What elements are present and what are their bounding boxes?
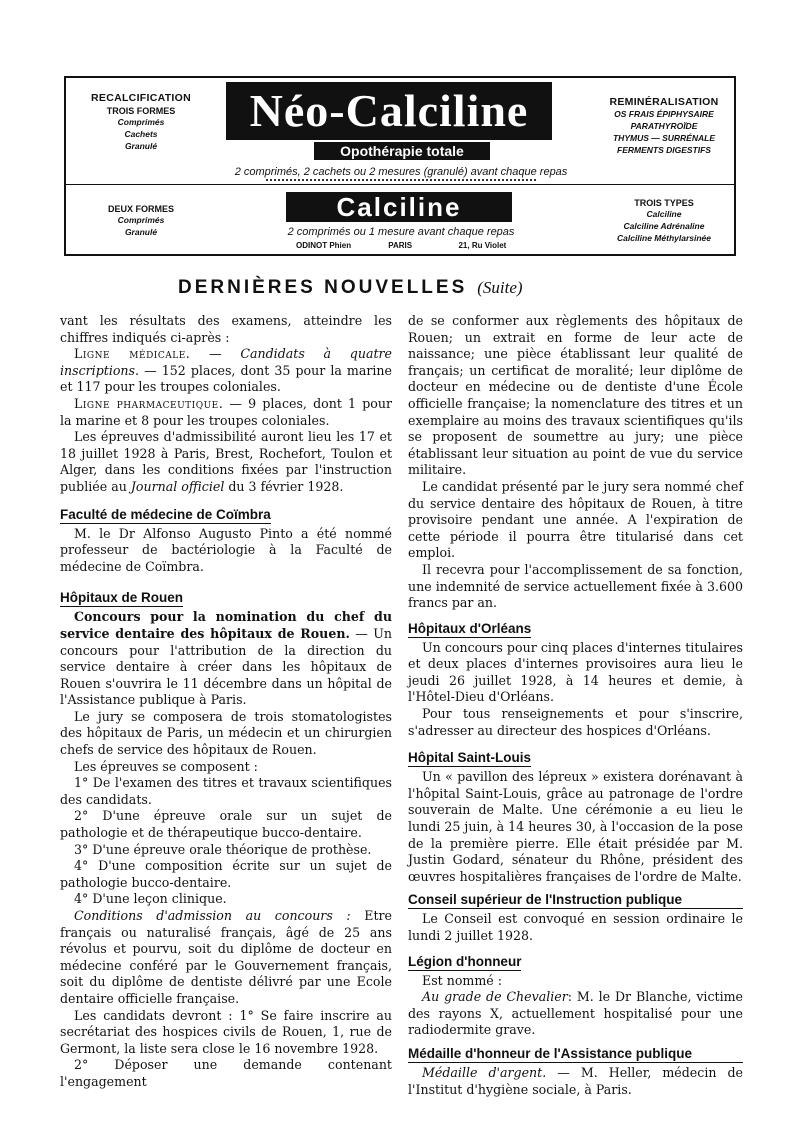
ad-address-part: ODINOT Phien	[296, 241, 352, 250]
heading-legion: Légion d'honneur	[408, 953, 522, 969]
paragraph	[408, 1065, 743, 1098]
paragraph: Les candidats devront : 1° Se faire inscrire au secrétariat des hospices civils de Rouen, 1, rue de Germont, la liste sera close le 16 novembre 1928.	[60, 1007, 392, 1056]
ad-item: Comprimés	[117, 117, 165, 127]
paragraph: vant les résultats des examens, atteindre les chiffres indiqués ci-après :	[60, 313, 392, 345]
ad-item: Calciline	[646, 209, 682, 219]
label: Ligne médicale.	[74, 346, 191, 362]
italic-text: Journal officiel	[130, 478, 225, 494]
text: — M. Heller, médecin de l'Institut d'hygiène sociale, à Paris.	[408, 1064, 743, 1097]
ad-item: Granulé	[124, 227, 158, 237]
ad-heading: RECALCIFICATION	[91, 92, 191, 104]
paragraph	[60, 346, 392, 396]
text: Les épreuves d'admissibilité auront lieu les 17 et 18 juillet 1928 à Paris, Brest, Rochefort, Toulon et Alger, dans les conditions fixées par l'instruction publiée au	[60, 429, 392, 494]
paragraph: Le jury se composera de trois stomatologistes des hôpitaux de Paris, un médecin et un chirurgien chefs de service des hôpitaux de Rouen.	[60, 708, 392, 758]
ad-item: Cachets	[124, 129, 158, 139]
dosage-text: 2 comprimés ou 1 mesure avant chaque repas	[287, 226, 515, 238]
bold-text: Concours pour la nomination du chef du service dentaire des hôpitaux de Rouen.	[60, 609, 392, 641]
ad-item: FERMENTS DIGESTIFS	[617, 145, 711, 155]
heading-medaille: Médaille d'honneur de l'Assistance publique	[408, 1045, 743, 1063]
ad-right-bottom	[594, 196, 734, 244]
heading-rouen: Hôpitaux de Rouen	[60, 590, 184, 606]
paragraph: Un « pavillon des lépreux » existera dorénavant à l'hôpital Saint-Louis, grâce au patronage de l'ordre souverain de Malte. Une cérémonie a eu lieu le lundi 25 juin, à 14 heures 30, à l'occasion de la pose de la première pierre. Elle était présidée par M. Justin Godard, sénateur du Rhône, président des œuvres hospitalières françaises de l'ordre de Malte.	[408, 769, 743, 884]
ad-left-bottom	[72, 202, 210, 238]
text: — 152 places, dont 35 pour la marine et 117 pour les troupes coloniales.	[60, 362, 392, 395]
paragraph: Est nommé :	[422, 972, 502, 988]
title-suite: (Suite)	[477, 278, 523, 297]
title-text: DERNIÈRES NOUVELLES	[178, 277, 468, 298]
ad-item: Granulé	[124, 141, 158, 151]
ad-address-part: 21, Ru Violet	[458, 241, 507, 250]
ad-item: PARATHYROÏDE	[630, 121, 698, 131]
text: — Un concours pour l'attribution de la direction du service dentaire à créer dans les hôpitaux de Rouen s'ouvrira le 11 décembre dans un hôpital de l'Assistance publique à Paris.	[60, 625, 392, 708]
label: Ligne pharmaceutique.	[74, 395, 224, 411]
paragraph	[60, 908, 392, 1008]
list-item: 3° D'une épreuve orale théorique de prothèse.	[74, 841, 372, 857]
list-item: 4° D'une composition écrite sur un sujet de pathologie bucco-dentaire.	[60, 858, 392, 890]
advertisement-box	[64, 76, 736, 256]
paragraph: Un concours pour cinq places d'internes titulaires et deux places d'internes provisoires aura lieu le jeudi 26 juillet 1928, à 14 heures et demie, à l'Hôtel-Dieu d'Orléans.	[408, 639, 743, 705]
text: : M. le Dr Blanche, victime des rayons X, actuellement hospitalisé pour une radiodermite grave.	[408, 989, 743, 1038]
italic-text: Médaille d'argent.	[422, 1064, 547, 1080]
right-column	[408, 313, 743, 1098]
paragraph: 2° Déposer une demande contenant l'engagement	[60, 1057, 392, 1089]
ad-heading: TROIS TYPES	[634, 198, 694, 208]
italic-text: Au grade de Chevalier	[422, 989, 568, 1005]
ad-item: THYMUS — SURRÉNALE	[612, 133, 715, 143]
paragraph	[60, 429, 392, 495]
text: du 3 février 1928.	[228, 478, 344, 494]
ad-divider	[66, 184, 734, 185]
list-item: 1° De l'examen des titres et travaux scientifiques des candidats.	[60, 775, 392, 807]
dosage-text: 2 comprimés, 2 cachets ou 2 mesures (granulé) avant chaque repas	[234, 166, 568, 178]
list-item: 2° D'une épreuve orale sur un sujet de pathologie et de thérapeutique bucco-dentaire.	[60, 808, 392, 841]
heading-orleans: Hôpitaux d'Orléans	[408, 620, 532, 636]
ad-heading: DEUX FORMES	[107, 204, 174, 214]
ad-right-top	[594, 96, 734, 156]
ad-item: OS FRAIS ÉPIPHYSAIRE	[614, 109, 714, 119]
paragraph: M. le Dr Alfonso Augusto Pinto a été nommé professeur de bactériologie à la Faculté de médecine de Coïmbra.	[60, 525, 392, 574]
ad-address-part: PARIS	[388, 241, 413, 250]
ad-subheading: TROIS FORMES	[106, 106, 176, 116]
brand-logo-calciline: Calciline	[286, 192, 512, 222]
paragraph: de se conformer aux règlements des hôpitaux de Rouen; un extrait en forme de leur acte de naissance; une pièce établissant leur qualité de français; un certificat de moralité; leur diplôme de docteur en médecine ou de dentiste d'une École officielle française; la nomenclature des titres et un exemplaire au moins des travaux scientifiques qu'ils se proposent de soumettre au jury; une pièce établissant leur situation au point de vue du service militaire.	[408, 313, 743, 478]
paragraph	[60, 609, 392, 709]
paragraph: Pour tous renseignements et pour s'inscrire, s'adresser au directeur des hospices d'Orléans.	[408, 706, 743, 738]
paragraph: Le candidat présenté par le jury sera nommé chef du service dentaire des hôpitaux de Rouen, à titre provisoire pendant une année. A l'expiration de cette période il pourra être titularisé dans cet emploi.	[408, 478, 743, 561]
italic-text: — Candidats à quatre inscriptions.	[60, 346, 392, 378]
heading-conseil: Conseil supérieur de l'Instruction publique	[408, 891, 743, 909]
list-item: 4° D'une leçon clinique.	[74, 891, 227, 907]
paragraph: Il recevra pour l'accomplissement de sa fonction, une indemnité de service actuellement fixée à 3.600 francs par an.	[408, 561, 743, 611]
ad-item: Comprimés	[117, 215, 165, 225]
ad-left-top	[72, 92, 210, 152]
ad-item: Calciline Méthylarsinée	[616, 233, 711, 243]
paragraph: Le Conseil est convoqué en session ordinaire le lundi 2 juillet 1928.	[408, 911, 743, 943]
ad-address	[296, 241, 536, 250]
paragraph: Les épreuves se composent :	[74, 758, 258, 774]
text: — 9 places, dont 1 pour la marine et 8 pour les troupes coloniales.	[60, 395, 392, 428]
brand-logo-neo-calciline: Néo-Calciline	[226, 82, 552, 140]
heading-coimbra: Faculté de médecine de Coïmbra	[60, 506, 271, 522]
ad-item: Calciline Adrénaline	[623, 221, 705, 231]
tagline: Opothérapie totale	[314, 142, 490, 160]
paragraph	[60, 396, 392, 429]
text: Etre français ou naturalisé français, âgé de 25 ans révolus et pourvu, soit du diplôme de docteur en médecine conféré par le Gouvernement français, soit du diplôme de dentiste délivré par une Ecole dentaire officielle française.	[60, 908, 392, 1006]
left-column	[60, 313, 392, 1091]
paragraph	[408, 989, 743, 1039]
heading-saint-louis: Hôpital Saint-Louis	[408, 750, 531, 766]
section-title	[178, 277, 523, 299]
italic-text: Conditions d'admission au concours :	[74, 908, 351, 923]
dotted-divider	[266, 179, 536, 181]
ad-heading: REMINÉRALISATION	[609, 96, 719, 108]
